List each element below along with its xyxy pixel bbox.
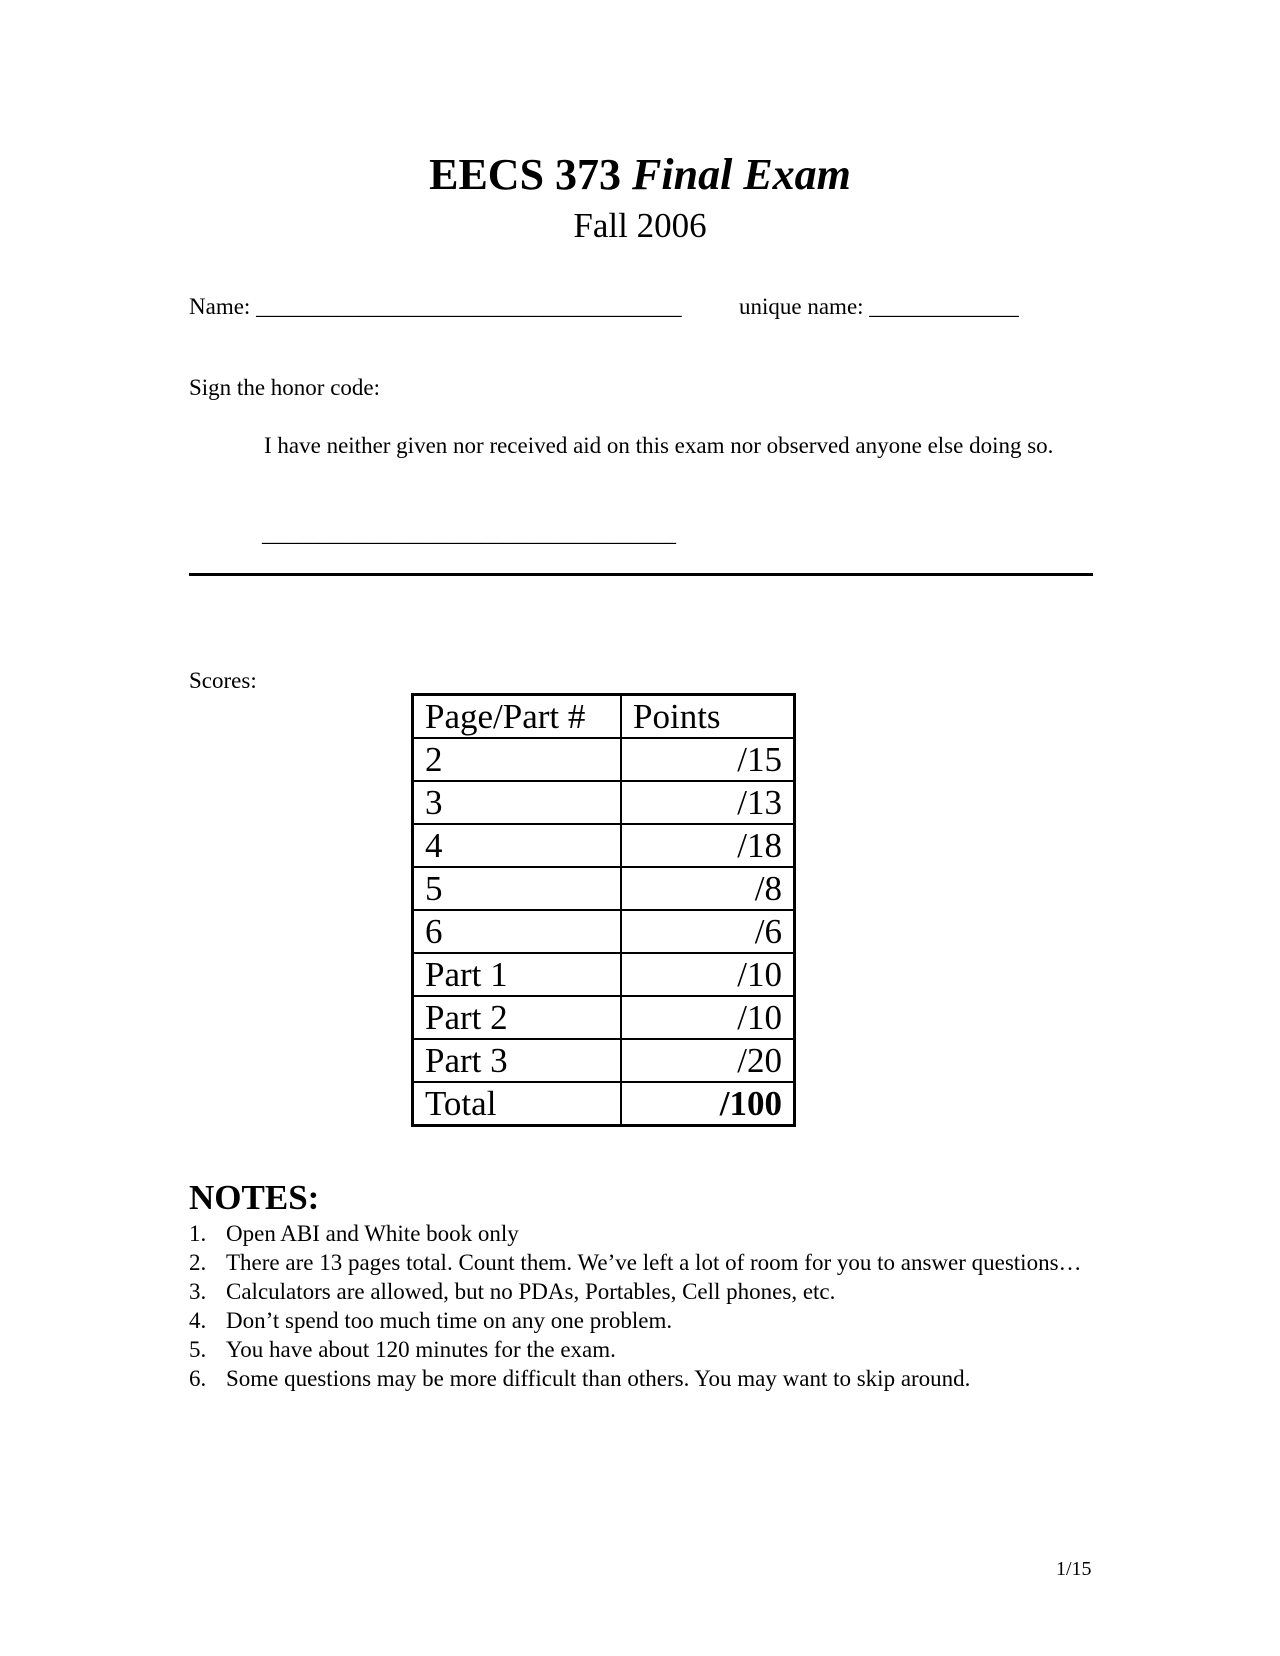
part-cell: 3 (413, 781, 622, 824)
list-item (189, 1335, 1089, 1364)
page-title (0, 150, 1280, 200)
honor-code-label: Sign the honor code: (189, 375, 380, 400)
name-label: Name: (189, 294, 251, 319)
scores-label: Scores: (189, 668, 257, 693)
points-cell: /20 (621, 1039, 795, 1082)
list-item-text: Open ABI and White book only (226, 1221, 519, 1246)
list-item-text: Don’t spend too much time on any one problem. (226, 1308, 673, 1333)
scores-table (411, 693, 796, 1127)
list-item (189, 1219, 1089, 1248)
table-row (413, 910, 795, 953)
table-row (413, 824, 795, 867)
list-item-text: There are 13 pages total. Count them. We’ve left a lot of room for you to answer questions… (226, 1250, 1082, 1275)
total-row (413, 1082, 795, 1126)
points-cell: /15 (621, 738, 795, 781)
unique-name-field[interactable] (739, 293, 1019, 321)
list-item (189, 1248, 1089, 1277)
list-item-number: 4. (189, 1308, 207, 1333)
total-points-cell: /100 (621, 1082, 795, 1126)
points-cell: /6 (621, 910, 795, 953)
part-cell: Part 3 (413, 1039, 622, 1082)
points-cell: /13 (621, 781, 795, 824)
part-cell: 4 (413, 824, 622, 867)
list-item-number: 2. (189, 1250, 207, 1275)
column-header-part: Page/Part # (413, 695, 622, 739)
table-row (413, 738, 795, 781)
table-row (413, 1039, 795, 1082)
part-cell: Part 2 (413, 996, 622, 1039)
name-blank[interactable]: _____________________________________ (256, 294, 682, 319)
points-cell: /10 (621, 953, 795, 996)
points-cell: /8 (621, 867, 795, 910)
list-item-text: Calculators are allowed, but no PDAs, Portables, Cell phones, etc. (226, 1279, 836, 1304)
table-row (413, 953, 795, 996)
list-item-number: 6. (189, 1366, 207, 1391)
signature-line[interactable]: ____________________________________ (262, 521, 676, 546)
list-item-text: You have about 120 minutes for the exam. (226, 1337, 616, 1362)
notes-list (189, 1219, 1089, 1393)
part-cell: 5 (413, 867, 622, 910)
part-cell: 6 (413, 910, 622, 953)
table-row (413, 996, 795, 1039)
list-item (189, 1277, 1089, 1306)
table-row (413, 781, 795, 824)
column-header-points: Points (621, 695, 795, 739)
list-item (189, 1306, 1089, 1335)
unique-name-label: unique name: (739, 294, 864, 319)
section-divider (189, 573, 1093, 576)
table-row (413, 867, 795, 910)
points-cell: /10 (621, 996, 795, 1039)
exam-type: Final Exam (632, 150, 851, 199)
list-item (189, 1364, 1089, 1393)
list-item-number: 1. (189, 1221, 207, 1246)
total-label-cell: Total (413, 1082, 622, 1126)
list-item-number: 5. (189, 1337, 207, 1362)
table-header-row (413, 695, 795, 739)
unique-name-blank[interactable]: _____________ (869, 294, 1019, 319)
exam-term: Fall 2006 (573, 206, 707, 245)
part-cell: 2 (413, 738, 622, 781)
honor-code-statement: I have neither given nor received aid on this exam nor observed anyone else doing so. (264, 433, 1054, 458)
part-cell: Part 1 (413, 953, 622, 996)
course-code: EECS 373 (429, 150, 622, 199)
points-cell: /18 (621, 824, 795, 867)
list-item-text: Some questions may be more difficult than others. You may want to skip around. (226, 1366, 971, 1391)
list-item-number: 3. (189, 1279, 207, 1304)
page-number: 1/15 (1056, 1558, 1092, 1580)
notes-heading: NOTES: (189, 1178, 320, 1217)
name-field[interactable] (189, 293, 682, 321)
